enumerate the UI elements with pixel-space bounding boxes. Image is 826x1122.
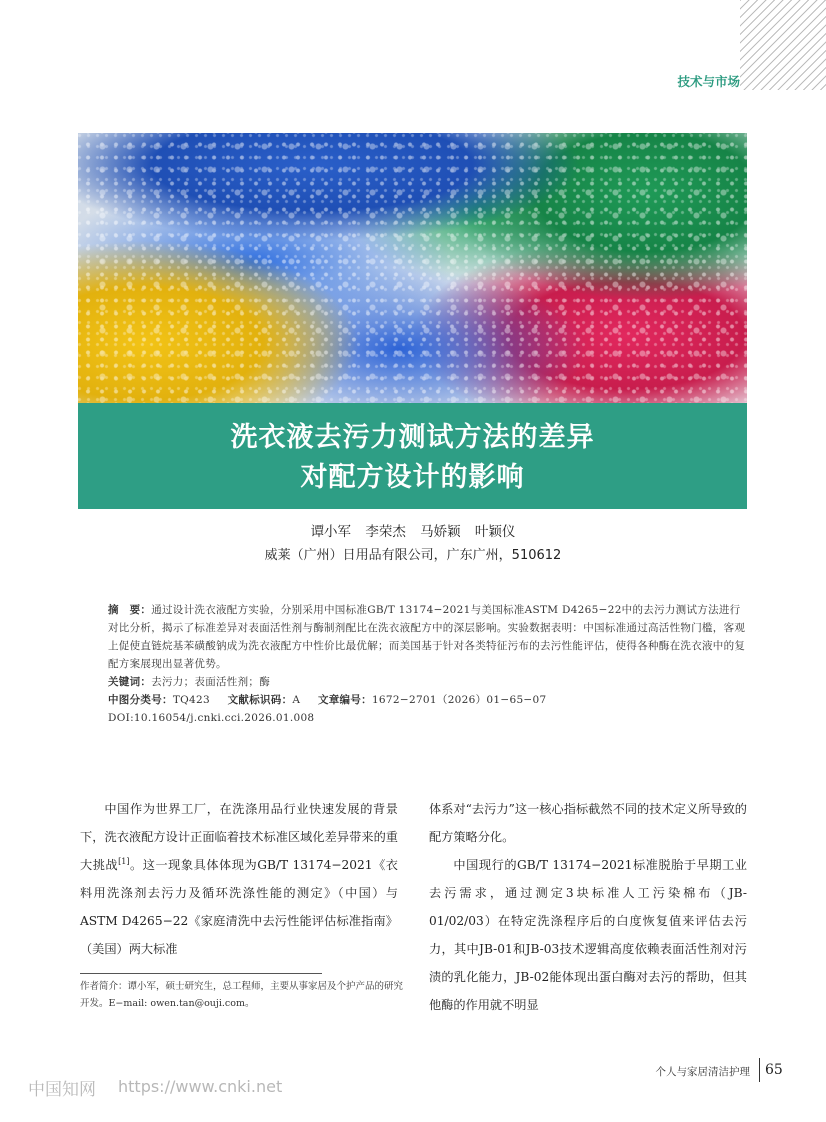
body-paragraph (80, 795, 398, 963)
doccode-value: A (292, 694, 301, 706)
keywords-line (108, 673, 748, 691)
footnote-divider (80, 973, 322, 974)
section-label: 技术与市场 (677, 74, 740, 89)
body-text: 中国作为世界工厂，在洗涤用品行业快速发展的背景下，洗衣液配方设计正面临着技术标准区域化差异带来的重大挑战 (80, 802, 398, 872)
abstract-text: 通过设计洗衣液配方实验，分别采用中国标准GB/T 13174−2021与美国标准ASTM D4265−22中的去污力测试方法进行对比分析，揭示了标准差异对表面活性剂与酶制剂配比在洗衣液配方中的深层影响。实验数据表明：中国标准通过高活性物门槛，客观上促使直链烷基苯磺酸钠成为洗衣液配方中性价比最优解；而美国基于针对各类特征污布的去污性能评估，使得各种酶在洗衣液中的复配方案展现出显著优势。 (108, 604, 746, 670)
abstract-paragraph (108, 601, 748, 673)
keywords-label: 关键词： (108, 676, 152, 688)
citation-ref: [1] (118, 856, 130, 866)
corner-hatch-decoration (740, 0, 826, 90)
hero-photo-laundry (78, 133, 747, 403)
body-column-right (429, 795, 747, 1019)
doccode-label: 文献标识码： (227, 694, 293, 706)
article-number-label: 文章编号： (317, 694, 372, 706)
article-title-line-2: 对配方设计的影响 (300, 462, 525, 493)
doi-line: DOI:10.16054/j.cnki.cci.2026.01.008 (108, 712, 315, 724)
abstract-label: 摘 要： (108, 604, 152, 616)
body-text: 。这一现象具体体现为GB/T 13174−2021《衣料用洗涤剂去污力及循环洗涤性能的测定》（中国）与ASTM D4265−22《家庭清洗中去污性能评估标准指南》（美国）两大标准 (80, 858, 398, 956)
watermark-site-name: 中国知网 (28, 1080, 96, 1100)
clc-label: 中图分类号： (108, 694, 173, 706)
title-banner (78, 403, 747, 509)
keywords-text: 去污力；表面活性剂；酶 (151, 676, 271, 688)
article-number-value: 1672−2701（2026）01−65−07 (371, 694, 547, 706)
hero-bubbles-overlay (78, 133, 747, 403)
classification-line (108, 691, 748, 709)
body-paragraph: 体系对“去污力”这一核心指标截然不同的技术定义所导致的配方策略分化。 (429, 802, 747, 844)
article-title-line-1: 洗衣液去污力测试方法的差异 (230, 422, 595, 453)
body-column-left (80, 795, 398, 963)
clc-value: TQ423 (172, 694, 210, 706)
author-affiliation: 威莱（广州）日用品有限公司，广东广州，510612 (264, 548, 562, 563)
page-number-divider (759, 1058, 760, 1082)
page-number: 65 (765, 1062, 783, 1078)
abstract-block (108, 601, 748, 727)
body-paragraph: 中国现行的GB/T 13174−2021标准脱胎于早期工业去污需求，通过测定3块标准人工污染棉布（JB-01/02/03）在特定洗涤程序后的白度恢复值来评估去污力，其中JB-01和JB-03技术逻辑高度依赖表面活性剂对污渍的乳化能力，JB-02能体现出蛋白酶对去污的帮助，但其他酶的作用就不明显 (429, 858, 747, 1012)
author-footnote: 作者简介：谭小军，硕士研究生，总工程师，主要从事家居及个护产品的研究开发。E−mail: owen.tan@ouji.com。 (80, 981, 404, 1009)
journal-name: 个人与家居清洁护理 (655, 1066, 750, 1078)
author-list: 谭小军 李荣杰 马娇颖 叶颖仪 (310, 524, 516, 540)
watermark-url: https://www.cnki.net (118, 1077, 283, 1096)
